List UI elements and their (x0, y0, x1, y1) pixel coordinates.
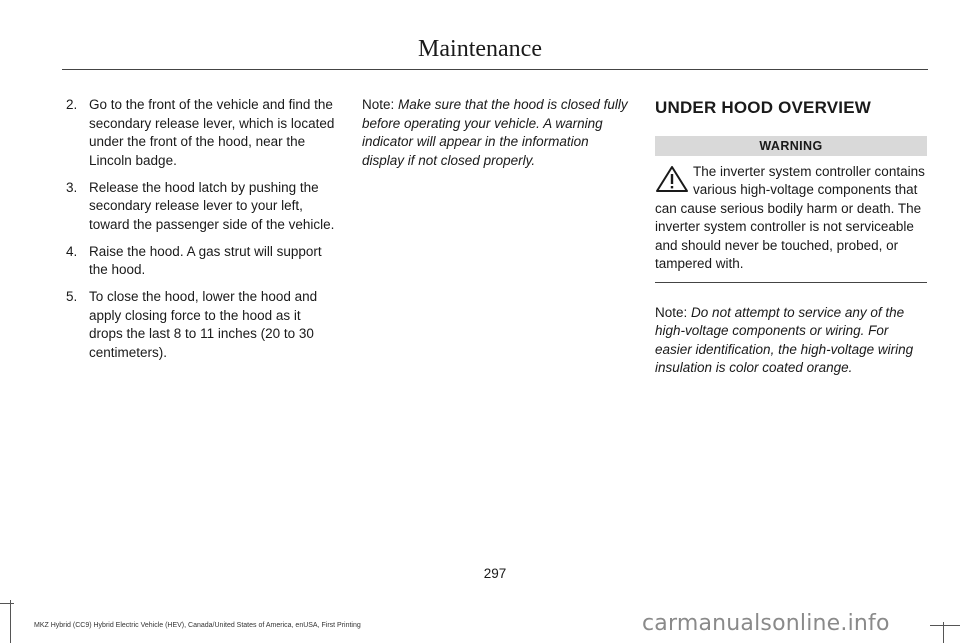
warning-divider (655, 282, 927, 283)
crop-mark (10, 600, 11, 643)
step-item (66, 288, 338, 362)
note-text: Do not attempt to service any of the high-voltage components or wiring. For easier identification, the high-voltage wiring insulation is color coated orange. (655, 304, 914, 375)
footer-vehicle-text: MKZ Hybrid (CC9) Hybrid Electric Vehicle (HEV), Canada/United States of America, enUSA, First Printing (34, 622, 361, 629)
section-heading: UNDER HOOD OVERVIEW (655, 98, 872, 117)
warning-box (655, 163, 927, 274)
step-item (66, 243, 338, 280)
header-divider (62, 69, 928, 70)
step-number: 2. (66, 97, 78, 112)
page-header-title: Maintenance (418, 36, 542, 62)
column-left (66, 96, 338, 371)
warning-triangle-icon (655, 165, 689, 193)
note-text: Make sure that the hood is closed fully before operating your vehicle. A warning indicator will appear in the information display if not closed properly. (362, 97, 628, 168)
step-number: 4. (66, 243, 78, 259)
column-right (655, 96, 927, 378)
column-middle (362, 96, 634, 170)
step-number: 3. (66, 179, 78, 195)
page-number: 297 (483, 566, 507, 581)
step-item (66, 96, 338, 170)
step-number: 5. (66, 289, 78, 304)
hood-closed-note (362, 96, 634, 170)
step-text: To close the hood, lower the hood and apply closing force to the hood as it drops the last 8 to 11 inches (20 to 30 centimeters). (89, 289, 318, 360)
watermark: carmanualsonline.info (642, 611, 890, 636)
warning-text: The inverter system controller contains various high-voltage components that can cause serious bodily harm or death. The inverter system controller is not serviceable and should never be touched, probed, or tampered with. (655, 163, 925, 271)
warning-banner: WARNING (655, 136, 927, 156)
step-text: Go to the front of the vehicle and find the secondary release lever, which is located under the front of the hood, near the Lincoln badge. (89, 97, 335, 168)
crop-mark (0, 603, 14, 604)
step-text: Release the hood latch by pushing the secondary release lever to your left, toward the passenger side of the vehicle. (89, 179, 335, 232)
high-voltage-note (655, 304, 927, 378)
step-item (66, 179, 338, 235)
note-label: Note: (362, 97, 395, 112)
note-label: Note: (655, 304, 688, 320)
crop-mark (930, 625, 960, 626)
step-text: Raise the hood. A gas strut will support the hood. (89, 243, 322, 277)
